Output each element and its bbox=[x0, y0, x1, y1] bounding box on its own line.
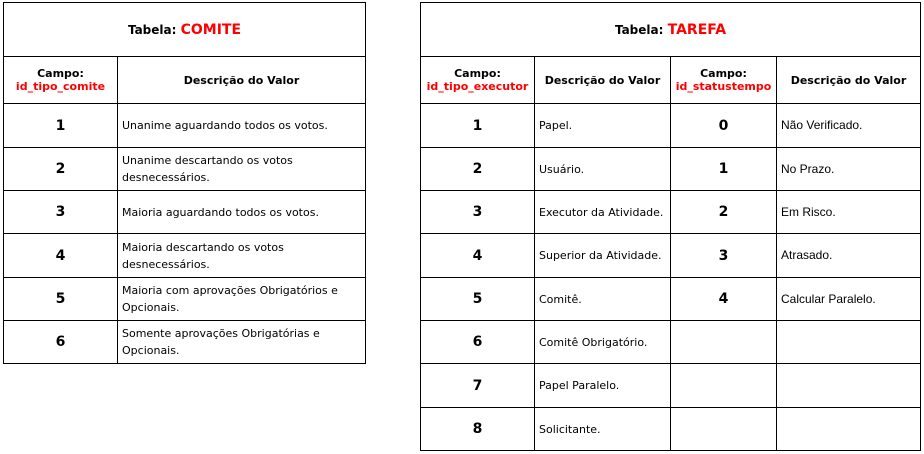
executor-description: Superior da Atividade. bbox=[535, 234, 671, 278]
row-id: 2 bbox=[4, 148, 118, 191]
table-row bbox=[4, 321, 366, 364]
status-id: 0 bbox=[671, 104, 777, 148]
executor-description: Comitê Obrigatório. bbox=[535, 321, 671, 364]
executor-id: 3 bbox=[421, 191, 535, 234]
tarefa-title-row bbox=[421, 3, 921, 57]
status-id bbox=[671, 408, 777, 451]
field-label: Campo: bbox=[700, 67, 747, 80]
status-description: Atrasado. bbox=[777, 234, 921, 278]
field-name: id_statustempo bbox=[675, 80, 772, 93]
table-row bbox=[421, 278, 921, 321]
executor-id: 1 bbox=[421, 104, 535, 148]
executor-id: 2 bbox=[421, 148, 535, 191]
status-id bbox=[671, 364, 777, 408]
description-header: Descrição do Valor bbox=[118, 57, 366, 104]
status-description bbox=[777, 364, 921, 408]
comite-title-row bbox=[4, 3, 366, 57]
executor-id: 5 bbox=[421, 278, 535, 321]
table-row bbox=[421, 148, 921, 191]
comite-table bbox=[3, 2, 366, 364]
field-name: id_tipo_comite bbox=[15, 80, 106, 93]
table-row bbox=[421, 191, 921, 234]
executor-description: Papel Paralelo. bbox=[535, 364, 671, 408]
executor-description: Papel. bbox=[535, 104, 671, 148]
table-row bbox=[421, 321, 921, 364]
row-description: Maioria com aprovações Obrigatórios e Opcionais. bbox=[118, 278, 366, 321]
table-row bbox=[421, 408, 921, 451]
table-name: TAREFA bbox=[667, 21, 727, 38]
status-id: 4 bbox=[671, 278, 777, 321]
executor-description: Usuário. bbox=[535, 148, 671, 191]
status-description: Calcular Paralelo. bbox=[777, 278, 921, 321]
row-id: 4 bbox=[4, 234, 118, 278]
row-description: Unanime aguardando todos os votos. bbox=[118, 104, 366, 148]
status-description: Não Verificado. bbox=[777, 104, 921, 148]
status-id: 1 bbox=[671, 148, 777, 191]
row-id: 1 bbox=[4, 104, 118, 148]
tarefa-header-row bbox=[421, 57, 921, 104]
row-description: Maioria aguardando todos os votos. bbox=[118, 191, 366, 234]
status-id: 3 bbox=[671, 234, 777, 278]
row-id: 3 bbox=[4, 191, 118, 234]
status-description bbox=[777, 408, 921, 451]
table-row bbox=[4, 278, 366, 321]
executor-id: 4 bbox=[421, 234, 535, 278]
table-name: COMITE bbox=[180, 21, 242, 38]
field-label: Campo: bbox=[454, 67, 501, 80]
row-id: 6 bbox=[4, 321, 118, 364]
tarefa-table bbox=[420, 2, 921, 451]
executor-id: 7 bbox=[421, 364, 535, 408]
row-description: Somente aprovações Obrigatórias e Opcionais. bbox=[118, 321, 366, 364]
table-row bbox=[421, 234, 921, 278]
executor-description: Executor da Atividade. bbox=[535, 191, 671, 234]
table-row bbox=[421, 104, 921, 148]
executor-id: 8 bbox=[421, 408, 535, 451]
field-header-executor bbox=[421, 57, 535, 104]
status-id: 2 bbox=[671, 191, 777, 234]
field-header-statustempo bbox=[671, 57, 777, 104]
row-description: Unanime descartando os votos desnecessários. bbox=[118, 148, 366, 191]
table-row bbox=[4, 234, 366, 278]
executor-id: 6 bbox=[421, 321, 535, 364]
table-row bbox=[4, 148, 366, 191]
description-header: Descrição do Valor bbox=[777, 57, 921, 104]
table-row bbox=[4, 191, 366, 234]
row-id: 5 bbox=[4, 278, 118, 321]
table-label: Tabela: bbox=[614, 22, 664, 37]
field-header bbox=[4, 57, 118, 104]
status-description: No Prazo. bbox=[777, 148, 921, 191]
executor-description: Solicitante. bbox=[535, 408, 671, 451]
table-label: Tabela: bbox=[127, 22, 177, 37]
row-description: Maioria descartando os votos desnecessários. bbox=[118, 234, 366, 278]
description-header: Descrição do Valor bbox=[535, 57, 671, 104]
status-description bbox=[777, 321, 921, 364]
table-row bbox=[421, 364, 921, 408]
status-description: Em Risco. bbox=[777, 191, 921, 234]
table-row bbox=[4, 104, 366, 148]
tarefa-table-title bbox=[421, 3, 921, 57]
executor-description: Comitê. bbox=[535, 278, 671, 321]
field-name: id_tipo_executor bbox=[426, 80, 529, 93]
comite-table-title bbox=[4, 3, 366, 57]
comite-header-row bbox=[4, 57, 366, 104]
field-label: Campo: bbox=[37, 67, 84, 80]
status-id bbox=[671, 321, 777, 364]
